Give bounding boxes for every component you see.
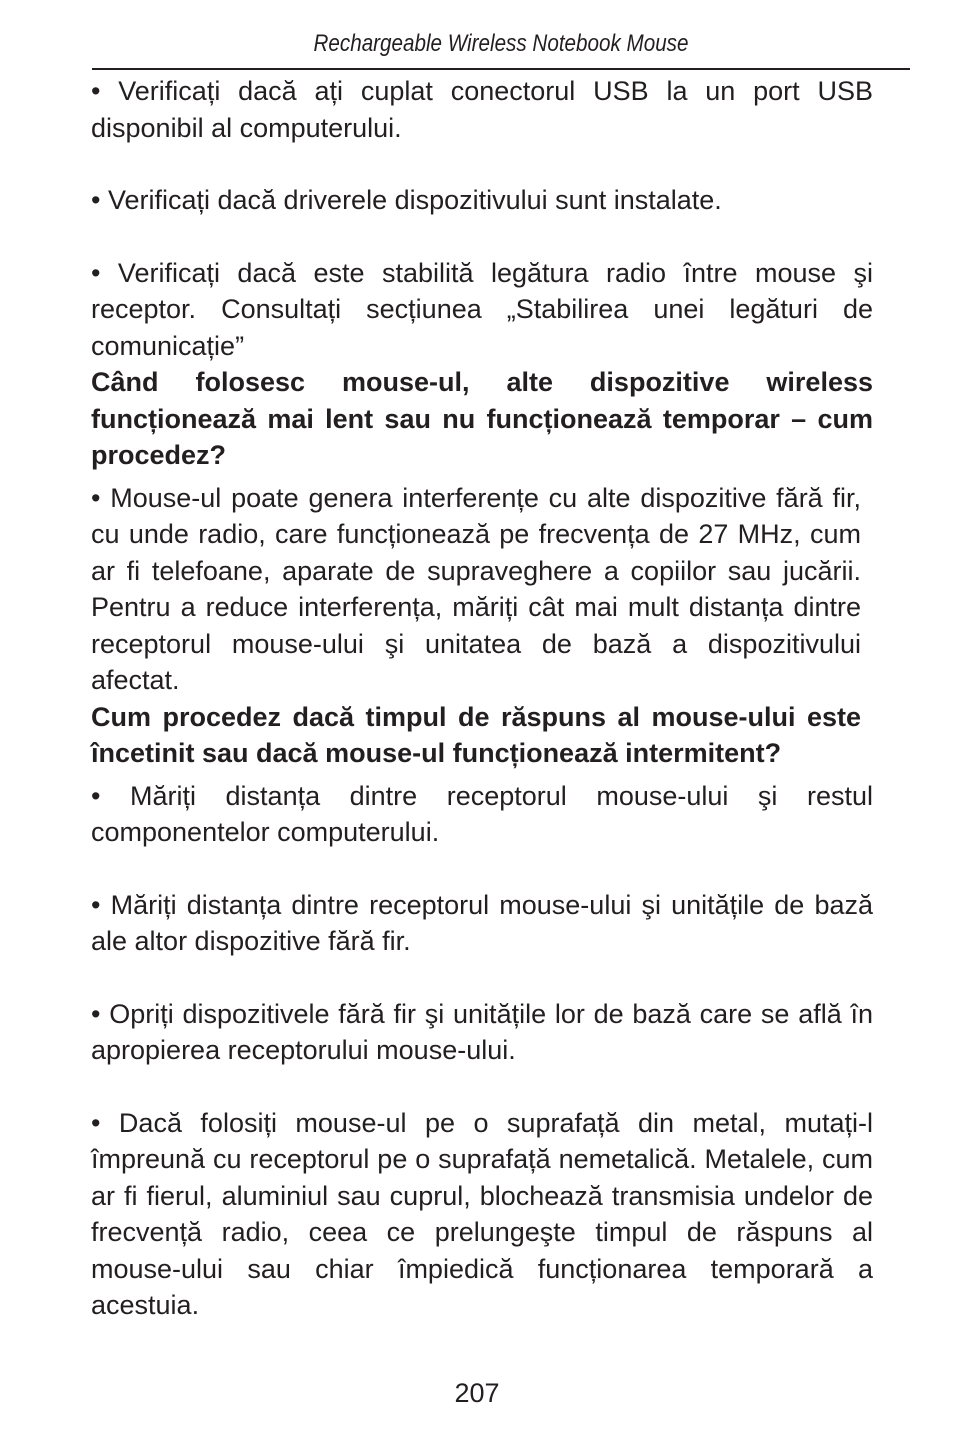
page-number: 207 bbox=[454, 1378, 500, 1408]
header-title: Rechargeable Wireless Notebook Mouse bbox=[313, 30, 689, 57]
bullet-distance-components: • Măriți distanța dintre receptorul mouse-ului şi restul componentelor computerului. bbox=[91, 780, 873, 847]
bullet-metal-surface: • Dacă folosiți mouse-ul pe o suprafață din metal, mutați-l împreună cu receptorul pe o suprafață nemetalică. Metalele, cum ar fi fierul, aluminiul sau cuprul, blochează transmisia undelor de frecvență radio, ceea ce prelungeşte timpul de răspuns al mouse-ului sau chiar împiedică funcționarea temporară a acestuia. bbox=[91, 1107, 873, 1320]
bullet-interference: • Mouse-ul poate genera interferențe cu alte dispozitive fără fir, cu unde radio, care funcționează pe frecvența de 27 MHz, cum ar fi telefoane, aparate de supraveghere a copiilor sau jucării. Pentru a reduce interferența, măriți cât mai mult distanța dintre receptorul mouse-ului şi unitatea de bază a dispozitivului afectat. bbox=[91, 482, 861, 695]
bullet-distance-base-units: • Măriți distanța dintre receptorul mouse-ului şi unitățile de bază ale altor dispozitive fără fir. bbox=[91, 889, 873, 956]
faq-heading-wireless-slow: Când folosesc mouse-ul, alte dispozitive wireless funcționează mai lent sau nu funcționează temporar – cum procedez? bbox=[91, 367, 873, 470]
page-content bbox=[91, 73, 873, 1324]
bullet-usb-connector: • Verificați dacă ați cuplat conectorul USB la un port USB disponibil al computerului. bbox=[91, 76, 873, 143]
page-header bbox=[92, 30, 910, 70]
bullet-radio-link: • Verificați dacă este stabilită legătura radio între mouse şi receptor. Consultați secțiunea „Stabilirea unei legături de comunicație” bbox=[91, 257, 873, 361]
faq-heading-response-time: Cum procedez dacă timpul de răspuns al mouse-ului este încetinit sau dacă mouse-ul funcționează intermitent? bbox=[91, 701, 861, 768]
bullet-drivers-installed: • Verificați dacă driverele dispozitivului sunt instalate. bbox=[91, 185, 722, 215]
bullet-turn-off-devices: • Opriți dispozitivele fără fir şi unitățile lor de bază care se află în apropierea receptorului mouse-ului. bbox=[91, 998, 873, 1065]
